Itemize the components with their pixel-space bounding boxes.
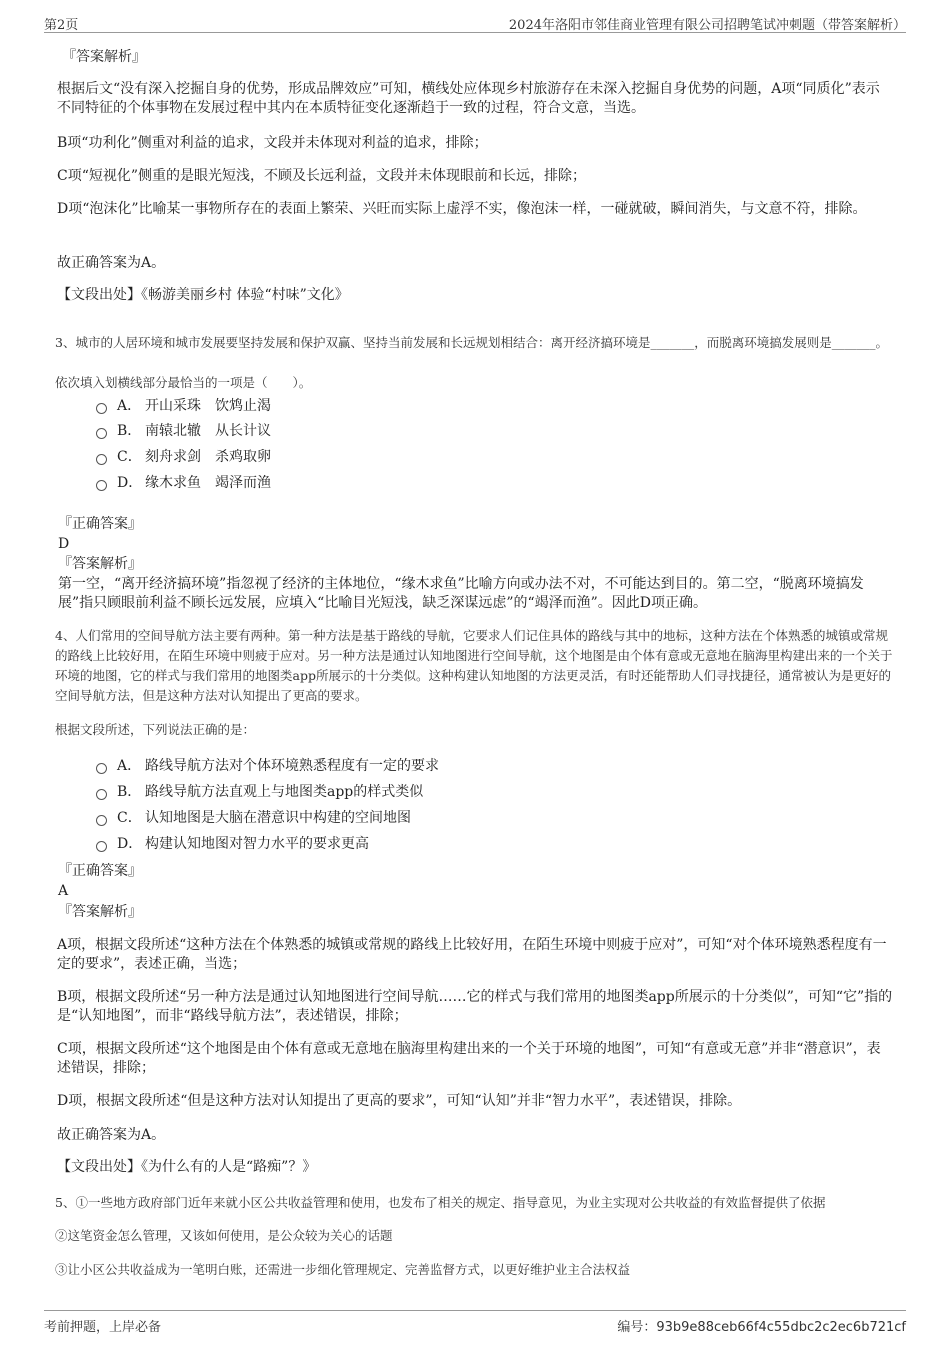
q3-option-d[interactable]: D． 缘木求鱼 竭泽而渔: [96, 474, 271, 492]
q4-correct-heading: 『正确答案』: [58, 863, 142, 879]
q5-sentence-1: 5、①一些地方政府部门近年来就小区公共收益管理和使用，也发布了相关的规定、指导意见，为业主实现对公共收益的有效监督提供了依据: [55, 1195, 826, 1210]
q2-source: 【文段出处】《畅游美丽乡村 体验“村味”文化》: [57, 287, 349, 303]
radio-icon[interactable]: [96, 763, 107, 774]
q3-analysis-heading: 『答案解析』: [58, 556, 142, 572]
q2-analysis-p2: B项“功利化”侧重对利益的追求，文段并未体现对利益的追求，排除；: [57, 135, 488, 151]
q5-sentence-2: ②这笔资金怎么管理，又该如何使用，是公众较为关心的话题: [55, 1228, 393, 1243]
document-title: 2024年洛阳市邻佳商业管理有限公司招聘笔试冲刺题（带答案解析）: [508, 18, 906, 33]
q3-correct-heading: 『正确答案』: [58, 516, 142, 532]
q3-option-b[interactable]: B． 南辕北辙 从长计议: [96, 422, 271, 440]
footer-code-label: 编号：: [617, 1320, 657, 1335]
q5-sentence-3: ③让小区公共收益成为一笔明白账，还需进一步细化管理规定、完善监督方式，以更好维护业主合法权益: [55, 1262, 631, 1277]
q4-option-b[interactable]: B． 路线导航方法直观上与地图类app的样式类似: [96, 783, 423, 801]
q2-conclusion: 故正确答案为A。: [57, 255, 166, 271]
q4-stem: 4、人们常用的空间导航方法主要有两种。第一种方法是基于路线的导航，它要求人们记住具体的路线与其中的地标，这种方法在个体熟悉的城镇或常规的路线上比较好用，在陌生环境中则疲于应对。另一种方法是通过认知地图进行空间导航，这个地图是由个体有意或无意地在脑海里构建出来的一个关于环境的地图，它的样式与我们常用的地图类app所展示的十分类似。这种构建认知地图的方法更灵活，有时还能帮助人们寻找捷径，通常被认为是更好的空间导航方法，但是这种方法对认知提出了更高的要求。: [55, 628, 893, 703]
q4-option-a[interactable]: A． 路线导航方法对个体环境熟悉程度有一定的要求: [96, 757, 439, 775]
q4-analysis-c: C项，根据文段所述“这个地图是由个体有意或无意地在脑海里构建出来的一个关于环境的地图”，可知“有意或无意”并非“潜意识”，表述错误，排除；: [57, 1041, 881, 1076]
radio-icon[interactable]: [96, 841, 107, 852]
q4-analysis-d: D项，根据文段所述“但是这种方法对认知提出了更高的要求”，可知“认知”并非“智力水平”，表述错误，排除。: [57, 1093, 742, 1109]
page-footer: [44, 1310, 906, 1339]
q3-stem: 3、城市的人居环境和城市发展要坚持发展和保护双赢、坚持当前发展和长远规划相结合：离开经济搞环境是_______，而脱离环境搞发展则是_______。: [55, 335, 888, 350]
q2-analysis-p3: C项“短视化”侧重的是眼光短浅，不顾及长远利益，文段并未体现眼前和长远，排除；: [57, 168, 587, 184]
radio-icon[interactable]: [96, 480, 107, 491]
q2-analysis-heading: 『答案解析』: [62, 49, 146, 65]
q4-source: 【文段出处】《为什么有的人是“路痴”？》: [57, 1159, 317, 1175]
radio-icon[interactable]: [96, 789, 107, 800]
q2-analysis-p4: D项“泡沫化”比喻某一事物所存在的表面上繁荣、兴旺而实际上虚浮不实，像泡沫一样，一碰就破，瞬间消失，与文意不符，排除。: [57, 201, 867, 217]
q4-analysis-heading: 『答案解析』: [58, 904, 142, 920]
radio-icon[interactable]: [96, 815, 107, 826]
q3-prompt: 依次填入划横线部分最恰当的一项是（ ）。: [55, 375, 312, 390]
radio-icon[interactable]: [96, 428, 107, 439]
q4-analysis-b: B项，根据文段所述“另一种方法是通过认知地图进行空间导航……它的样式与我们常用的地图类app所展示的十分类似”，可知“它”指的是“认知地图”，而非“路线导航方法”，表述错误，排除；: [57, 989, 893, 1024]
q4-option-c[interactable]: C． 认知地图是大脑在潜意识中构建的空间地图: [96, 809, 411, 827]
page-number: 第2页: [44, 18, 79, 33]
q4-conclusion: 故正确答案为A。: [57, 1127, 166, 1143]
footer-slogan: 考前押题，上岸必备: [44, 1320, 162, 1335]
q4-analysis-a: A项，根据文段所述“这种方法在个体熟悉的城镇或常规的路线上比较好用，在陌生环境中则疲于应对”，可知“对个体环境熟悉程度有一定的要求”，表述正确，当选；: [57, 937, 887, 972]
q3-option-a[interactable]: A． 开山采珠 饮鸩止渴: [96, 397, 271, 415]
q4-prompt: 根据文段所述，下列说法正确的是：: [55, 722, 256, 737]
footer-code-value: 93b9e88ceb66f4c55dbc2c2ec6b721cf: [656, 1320, 906, 1335]
q3-correct-answer: D: [58, 536, 70, 552]
q3-analysis: 第一空，“离开经济搞环境”指忽视了经济的主体地位，“缘木求鱼”比喻方向或办法不对，不可能达到目的。第二空，“脱离环境搞发展”指只顾眼前利益不顾长远发展，应填入“比喻目光短浅，缺乏深谋远虑”的“竭泽而渔”。因此D项正确。: [58, 576, 864, 611]
q4-option-d[interactable]: D． 构建认知地图对智力水平的要求更高: [96, 835, 369, 853]
page-header: [44, 14, 906, 33]
radio-icon[interactable]: [96, 403, 107, 414]
q3-option-c[interactable]: C． 刻舟求剑 杀鸡取卵: [96, 448, 271, 466]
q4-correct-answer: A: [58, 883, 69, 899]
q2-analysis-p1: 根据后文“没有深入挖掘自身的优势，形成品牌效应”可知，横线处应体现乡村旅游存在未深入挖掘自身优势的问题，A项“同质化”表示不同特征的个体事物在发展过程中其内在本质特征变化逐渐趋于一致的过程，符合文意，当选。: [57, 81, 880, 116]
footer-code: [617, 1316, 906, 1335]
radio-icon[interactable]: [96, 454, 107, 465]
